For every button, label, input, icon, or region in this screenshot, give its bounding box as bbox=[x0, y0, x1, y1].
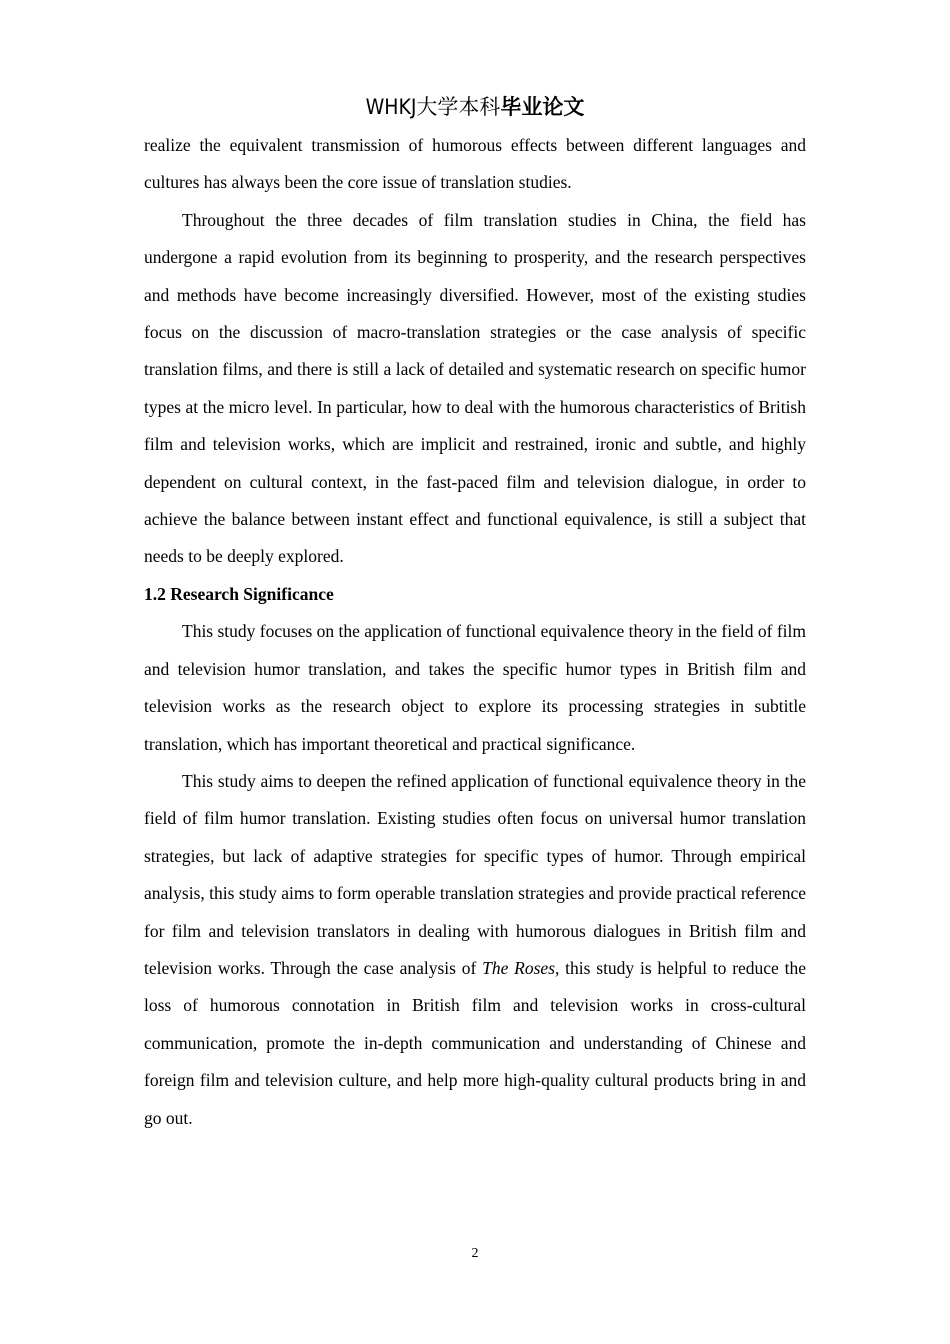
paragraph-continued: realize the equivalent transmission of humorous effects between different languages and cultures has always been the core issue of translation studies. bbox=[144, 135, 806, 193]
header-university-label: 大学本科 bbox=[416, 95, 501, 119]
paragraph-text-part: This study aims to deepen the refined application of functional equivalence theory in the field of film humor translation. Existing studies often focus on universal humor translation strategies, but lack of adaptive strategies for specific types of humor. Through empirical analysis, this study aims to form operable translation strategies and provide practical reference for film and television translators in dealing with humorous dialogues in British film and television works. Through the case analysis of bbox=[144, 770, 806, 978]
page-number: 2 bbox=[471, 1246, 479, 1261]
paragraph-research-background: Throughout the three decades of film translation studies in China, the field has undergone a rapid evolution from its beginning to prosperity, and the research perspectives and methods have become increasingly diversified. However, most of the existing studies focus on the discussion of macro-translation strategies or the case analysis of specific translation films, and there is still a lack of detailed and systematic research on specific humor types at the micro level. In particular, how to deal with the humorous characteristics of British film and television works, which are implicit and restrained, ironic and subtle, and highly dependent on cultural context, in the fast-paced film and television dialogue, in order to achieve the balance between instant effect and functional equivalence, is still a subject that needs to be deeply explored. bbox=[144, 209, 806, 567]
running-header bbox=[0, 93, 950, 121]
header-institution-code: WHKJ bbox=[365, 95, 417, 119]
section-heading: 1.2 Research Significance bbox=[144, 583, 334, 604]
paragraph-significance-detail bbox=[144, 763, 806, 1137]
film-title: The Roses bbox=[482, 957, 556, 978]
paragraph-text-part: , this study is helpful to reduce the loss of humorous connotation in British film and television works in cross-cultural communication, promote the in-depth communication and understanding of Chinese and foreign film and television culture, and help more high-quality cultural products bring in and go out. bbox=[144, 957, 806, 1128]
header-thesis-label: 毕业论文 bbox=[500, 95, 585, 119]
body-text bbox=[144, 127, 806, 1137]
paragraph-significance-intro: This study focuses on the application of functional equivalence theory in the field of film and television humor translation, and takes the specific humor types in British film and television works as the research object to explore its processing strategies in subtitle translation, which has important theoretical and practical significance. bbox=[144, 621, 806, 754]
